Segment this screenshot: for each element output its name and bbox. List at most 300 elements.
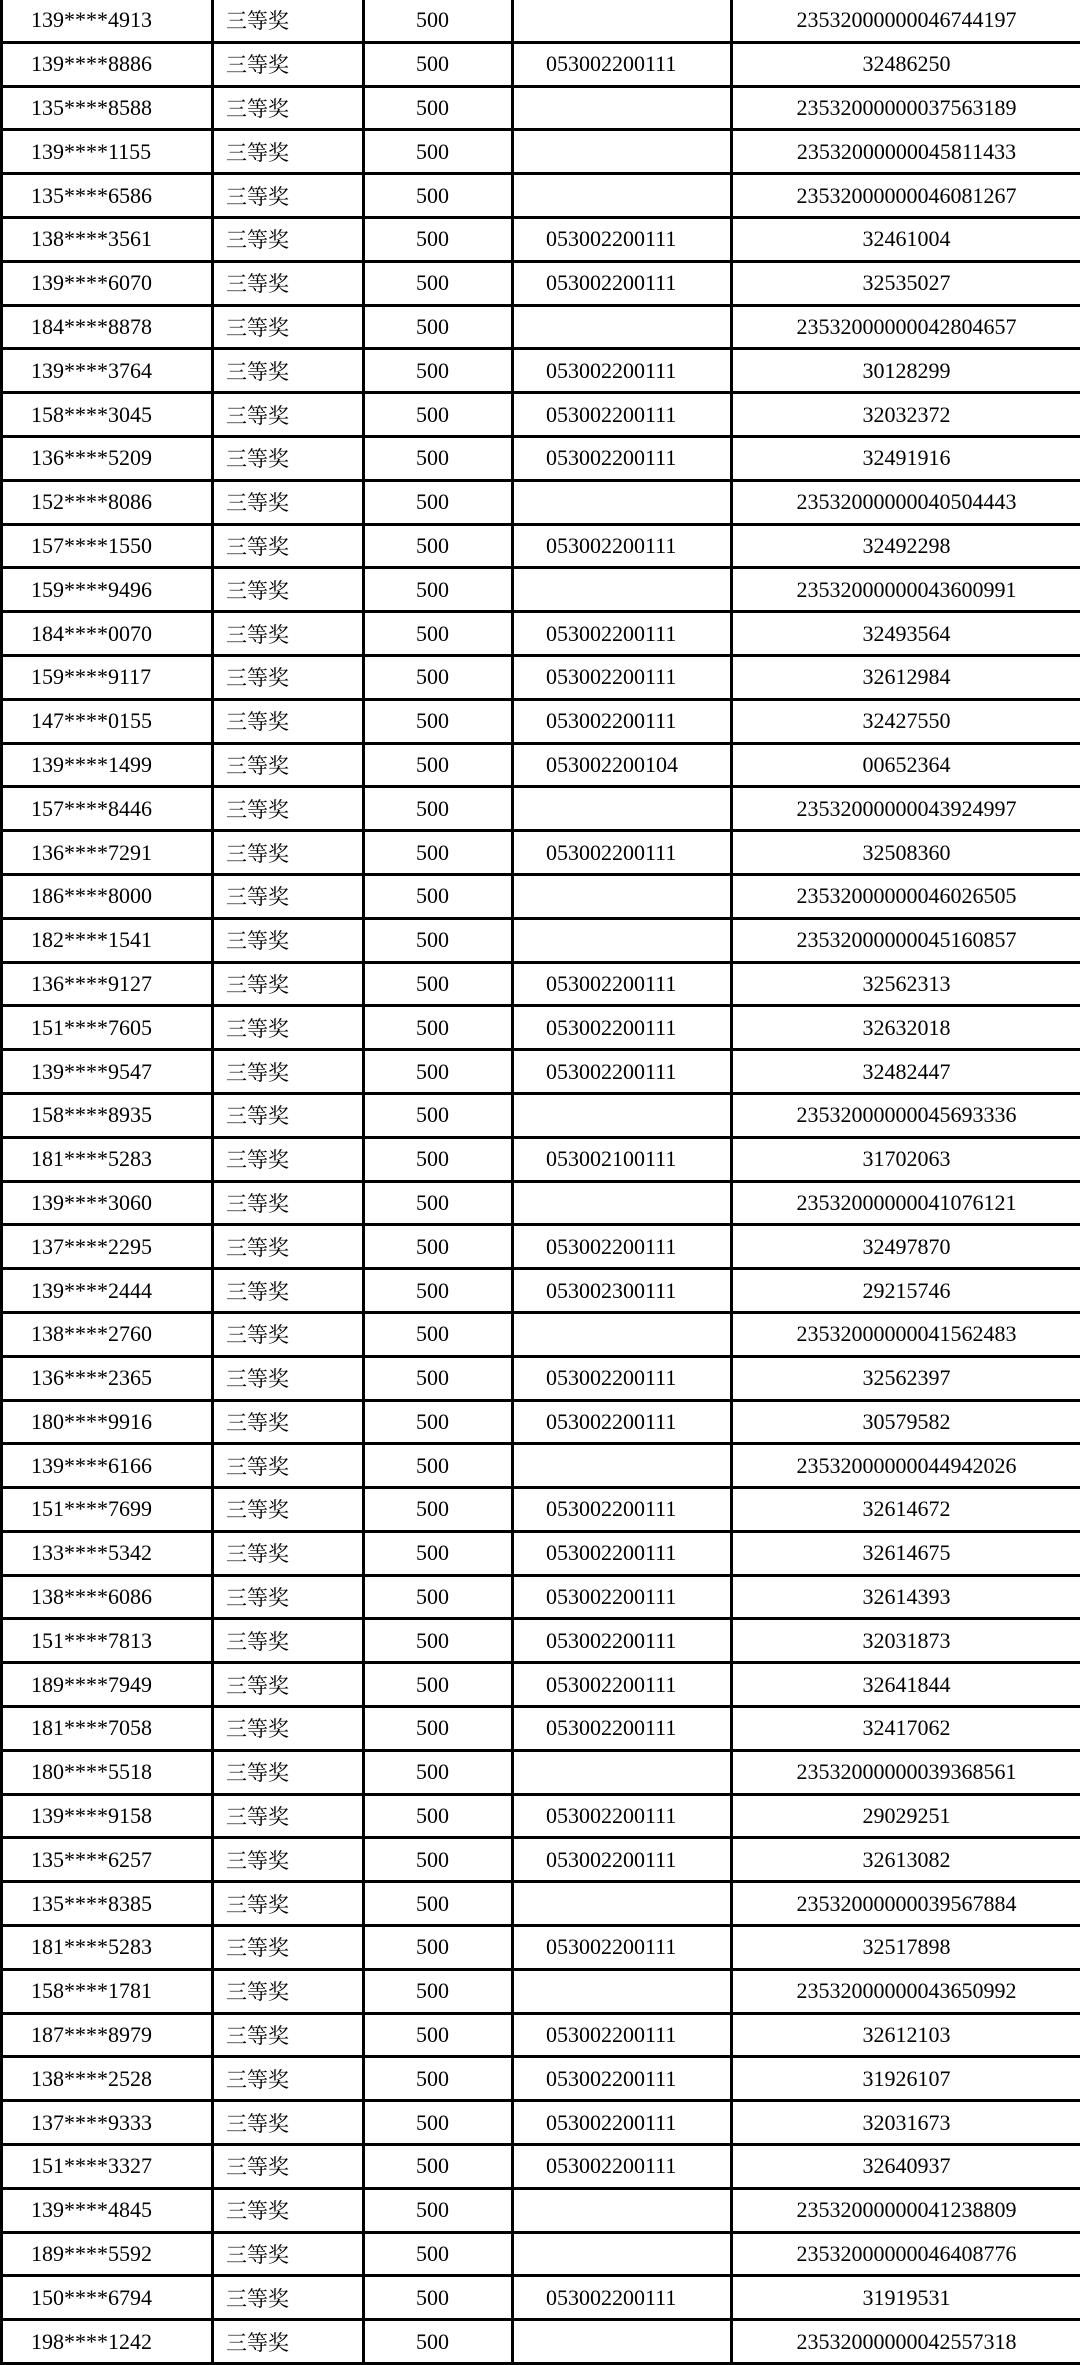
code-cell: 053002200111: [513, 349, 732, 393]
prize-level-cell: 三等奖: [213, 1093, 364, 1137]
amount-cell: 500: [364, 1926, 513, 1970]
prize-level-cell: 三等奖: [213, 1663, 364, 1707]
ticket-number-cell: 32562313: [732, 962, 1080, 1006]
code-cell: 053002200111: [513, 2276, 732, 2320]
prize-level-cell: 三等奖: [213, 1882, 364, 1926]
winners-table-body: [2, 0, 1080, 2364]
prize-level-cell: 三等奖: [213, 612, 364, 656]
code-cell: 053002200111: [513, 1707, 732, 1751]
prize-level-cell: 三等奖: [213, 1269, 364, 1313]
amount-cell: 500: [364, 1707, 513, 1751]
code-cell: 053002200111: [513, 612, 732, 656]
table-row: [2, 1707, 1080, 1751]
prize-level-cell: 三等奖: [213, 1400, 364, 1444]
table-row: [2, 874, 1080, 918]
phone-cell: 136****7291: [2, 831, 213, 875]
amount-cell: 500: [364, 1006, 513, 1050]
phone-cell: 151****7813: [2, 1619, 213, 1663]
prize-level-cell: 三等奖: [213, 1312, 364, 1356]
phone-cell: 181****5283: [2, 1137, 213, 1181]
code-cell: 053002200111: [513, 1619, 732, 1663]
ticket-number-cell: 32482447: [732, 1050, 1080, 1094]
ticket-number-cell: 32632018: [732, 1006, 1080, 1050]
phone-cell: 189****7949: [2, 1663, 213, 1707]
amount-cell: 500: [364, 699, 513, 743]
amount-cell: 500: [364, 2276, 513, 2320]
prize-level-cell: 三等奖: [213, 1181, 364, 1225]
code-cell: 053002200111: [513, 2013, 732, 2057]
table-row: [2, 436, 1080, 480]
code-cell: 053002200111: [513, 962, 732, 1006]
phone-cell: 151****3327: [2, 2145, 213, 2189]
table-row: [2, 42, 1080, 86]
prize-level-cell: 三等奖: [213, 217, 364, 261]
amount-cell: 500: [364, 1663, 513, 1707]
ticket-number-cell: 23532000000041076121: [732, 1181, 1080, 1225]
phone-cell: 139****4845: [2, 2188, 213, 2232]
table-row: [2, 1181, 1080, 1225]
prize-level-cell: 三等奖: [213, 1356, 364, 1400]
prize-level-cell: 三等奖: [213, 1050, 364, 1094]
table-row: [2, 1926, 1080, 1970]
ticket-number-cell: 32032372: [732, 393, 1080, 437]
ticket-number-cell: 32031673: [732, 2101, 1080, 2145]
amount-cell: 500: [364, 743, 513, 787]
phone-cell: 138****3561: [2, 217, 213, 261]
table-row: [2, 2276, 1080, 2320]
amount-cell: 500: [364, 393, 513, 437]
amount-cell: 500: [364, 217, 513, 261]
prize-level-cell: 三等奖: [213, 1137, 364, 1181]
table-row: [2, 524, 1080, 568]
ticket-number-cell: 23532000000039567884: [732, 1882, 1080, 1926]
ticket-number-cell: 32612103: [732, 2013, 1080, 2057]
table-row: [2, 2320, 1080, 2364]
amount-cell: 500: [364, 0, 513, 42]
amount-cell: 500: [364, 1882, 513, 1926]
code-cell: [513, 1444, 732, 1488]
table-row: [2, 699, 1080, 743]
table-row: [2, 1312, 1080, 1356]
table-row: [2, 1882, 1080, 1926]
prize-level-cell: 三等奖: [213, 261, 364, 305]
prize-level-cell: 三等奖: [213, 349, 364, 393]
table-row: [2, 174, 1080, 218]
prize-level-cell: 三等奖: [213, 0, 364, 42]
code-cell: [513, 1312, 732, 1356]
code-cell: 053002200111: [513, 1356, 732, 1400]
ticket-number-cell: 23532000000043600991: [732, 568, 1080, 612]
ticket-number-cell: 31919531: [732, 2276, 1080, 2320]
phone-cell: 151****7605: [2, 1006, 213, 1050]
table-row: [2, 2232, 1080, 2276]
code-cell: 053002200111: [513, 393, 732, 437]
amount-cell: 500: [364, 2145, 513, 2189]
table-row: [2, 1050, 1080, 1094]
code-cell: 053002200111: [513, 1400, 732, 1444]
prize-level-cell: 三等奖: [213, 1225, 364, 1269]
code-cell: [513, 0, 732, 42]
phone-cell: 184****0070: [2, 612, 213, 656]
phone-cell: 184****8878: [2, 305, 213, 349]
phone-cell: 135****6257: [2, 1838, 213, 1882]
prize-level-cell: 三等奖: [213, 1006, 364, 1050]
prize-level-cell: 三等奖: [213, 874, 364, 918]
phone-cell: 180****9916: [2, 1400, 213, 1444]
phone-cell: 139****6070: [2, 261, 213, 305]
ticket-number-cell: 32486250: [732, 42, 1080, 86]
amount-cell: 500: [364, 174, 513, 218]
amount-cell: 500: [364, 2101, 513, 2145]
amount-cell: 500: [364, 1181, 513, 1225]
code-cell: 053002200111: [513, 42, 732, 86]
phone-cell: 159****9496: [2, 568, 213, 612]
prize-level-cell: 三等奖: [213, 524, 364, 568]
phone-cell: 139****4913: [2, 0, 213, 42]
ticket-number-cell: 29215746: [732, 1269, 1080, 1313]
amount-cell: 500: [364, 349, 513, 393]
code-cell: 053002200111: [513, 1575, 732, 1619]
table-row: [2, 1794, 1080, 1838]
table-row: [2, 261, 1080, 305]
table-row: [2, 349, 1080, 393]
code-cell: 053002200111: [513, 1531, 732, 1575]
ticket-number-cell: 23532000000046081267: [732, 174, 1080, 218]
prize-level-cell: 三等奖: [213, 130, 364, 174]
table-row: [2, 1575, 1080, 1619]
prize-level-cell: 三等奖: [213, 305, 364, 349]
amount-cell: 500: [364, 1619, 513, 1663]
amount-cell: 500: [364, 918, 513, 962]
amount-cell: 500: [364, 2057, 513, 2101]
phone-cell: 139****9547: [2, 1050, 213, 1094]
amount-cell: 500: [364, 2188, 513, 2232]
prize-level-cell: 三等奖: [213, 655, 364, 699]
ticket-number-cell: 23532000000046408776: [732, 2232, 1080, 2276]
ticket-number-cell: 23532000000040504443: [732, 480, 1080, 524]
ticket-number-cell: 32497870: [732, 1225, 1080, 1269]
phone-cell: 137****2295: [2, 1225, 213, 1269]
prize-level-cell: 三等奖: [213, 2101, 364, 2145]
ticket-number-cell: 29029251: [732, 1794, 1080, 1838]
table-row: [2, 743, 1080, 787]
amount-cell: 500: [364, 1750, 513, 1794]
amount-cell: 500: [364, 1531, 513, 1575]
ticket-number-cell: 32640937: [732, 2145, 1080, 2189]
phone-cell: 150****6794: [2, 2276, 213, 2320]
table-row: [2, 217, 1080, 261]
table-row: [2, 1269, 1080, 1313]
ticket-number-cell: 23532000000039368561: [732, 1750, 1080, 1794]
ticket-number-cell: 23532000000046744197: [732, 0, 1080, 42]
prize-level-cell: 三等奖: [213, 1488, 364, 1532]
amount-cell: 500: [364, 1575, 513, 1619]
ticket-number-cell: 32031873: [732, 1619, 1080, 1663]
code-cell: [513, 2188, 732, 2232]
table-row: [2, 1619, 1080, 1663]
prize-level-cell: 三等奖: [213, 1444, 364, 1488]
amount-cell: 500: [364, 1269, 513, 1313]
ticket-number-cell: 23532000000043650992: [732, 1969, 1080, 2013]
code-cell: [513, 1882, 732, 1926]
phone-cell: 136****2365: [2, 1356, 213, 1400]
phone-cell: 157****8446: [2, 787, 213, 831]
table-row: [2, 568, 1080, 612]
table-row: [2, 2188, 1080, 2232]
code-cell: 053002200111: [513, 1663, 732, 1707]
amount-cell: 500: [364, 655, 513, 699]
code-cell: 053002200111: [513, 1926, 732, 1970]
ticket-number-cell: 32613082: [732, 1838, 1080, 1882]
ticket-number-cell: 23532000000041238809: [732, 2188, 1080, 2232]
ticket-number-cell: 23532000000042804657: [732, 305, 1080, 349]
prize-level-cell: 三等奖: [213, 393, 364, 437]
ticket-number-cell: 23532000000045160857: [732, 918, 1080, 962]
phone-cell: 135****8588: [2, 86, 213, 130]
prize-level-cell: 三等奖: [213, 787, 364, 831]
phone-cell: 198****1242: [2, 2320, 213, 2364]
table-row: [2, 1225, 1080, 1269]
ticket-number-cell: 30128299: [732, 349, 1080, 393]
prize-level-cell: 三等奖: [213, 480, 364, 524]
code-cell: [513, 130, 732, 174]
amount-cell: 500: [364, 568, 513, 612]
ticket-number-cell: 32562397: [732, 1356, 1080, 1400]
prize-level-cell: 三等奖: [213, 568, 364, 612]
phone-cell: 138****2760: [2, 1312, 213, 1356]
ticket-number-cell: 32461004: [732, 217, 1080, 261]
ticket-number-cell: 23532000000042557318: [732, 2320, 1080, 2364]
code-cell: 053002100111: [513, 1137, 732, 1181]
table-row: [2, 1444, 1080, 1488]
table-row: [2, 305, 1080, 349]
amount-cell: 500: [364, 1137, 513, 1181]
prize-level-cell: 三等奖: [213, 86, 364, 130]
phone-cell: 139****2444: [2, 1269, 213, 1313]
table-row: [2, 393, 1080, 437]
amount-cell: 500: [364, 1312, 513, 1356]
table-row: [2, 612, 1080, 656]
code-cell: 053002200111: [513, 2057, 732, 2101]
amount-cell: 500: [364, 1488, 513, 1532]
phone-cell: 139****1499: [2, 743, 213, 787]
prize-level-cell: 三等奖: [213, 1750, 364, 1794]
ticket-number-cell: 32427550: [732, 699, 1080, 743]
phone-cell: 151****7699: [2, 1488, 213, 1532]
prize-level-cell: 三等奖: [213, 2188, 364, 2232]
prize-level-cell: 三等奖: [213, 2276, 364, 2320]
amount-cell: 500: [364, 305, 513, 349]
amount-cell: 500: [364, 524, 513, 568]
phone-cell: 138****2528: [2, 2057, 213, 2101]
ticket-number-cell: 30579582: [732, 1400, 1080, 1444]
table-row: [2, 1137, 1080, 1181]
ticket-number-cell: 23532000000045811433: [732, 130, 1080, 174]
amount-cell: 500: [364, 874, 513, 918]
ticket-number-cell: 32417062: [732, 1707, 1080, 1751]
table-row: [2, 1400, 1080, 1444]
amount-cell: 500: [364, 1356, 513, 1400]
code-cell: [513, 787, 732, 831]
code-cell: 053002200111: [513, 524, 732, 568]
table-row: [2, 2013, 1080, 2057]
code-cell: [513, 174, 732, 218]
code-cell: [513, 2320, 732, 2364]
table-row: [2, 831, 1080, 875]
code-cell: 053002200111: [513, 699, 732, 743]
ticket-number-cell: 32614393: [732, 1575, 1080, 1619]
ticket-number-cell: 32491916: [732, 436, 1080, 480]
prize-level-cell: 三等奖: [213, 2145, 364, 2189]
table-row: [2, 962, 1080, 1006]
ticket-number-cell: 32641844: [732, 1663, 1080, 1707]
ticket-number-cell: 32535027: [732, 261, 1080, 305]
table-row: [2, 918, 1080, 962]
table-row: [2, 655, 1080, 699]
phone-cell: 139****1155: [2, 130, 213, 174]
phone-cell: 186****8000: [2, 874, 213, 918]
code-cell: [513, 1750, 732, 1794]
prize-level-cell: 三等奖: [213, 743, 364, 787]
amount-cell: 500: [364, 1050, 513, 1094]
phone-cell: 135****6586: [2, 174, 213, 218]
ticket-number-cell: 32612984: [732, 655, 1080, 699]
prize-level-cell: 三等奖: [213, 2013, 364, 2057]
amount-cell: 500: [364, 831, 513, 875]
ticket-number-cell: 32493564: [732, 612, 1080, 656]
ticket-number-cell: 32614672: [732, 1488, 1080, 1532]
code-cell: 053002200111: [513, 831, 732, 875]
phone-cell: 137****9333: [2, 2101, 213, 2145]
prize-level-cell: 三等奖: [213, 1794, 364, 1838]
code-cell: 053002200111: [513, 1794, 732, 1838]
amount-cell: 500: [364, 1400, 513, 1444]
prize-level-cell: 三等奖: [213, 1707, 364, 1751]
ticket-number-cell: 32614675: [732, 1531, 1080, 1575]
phone-cell: 157****1550: [2, 524, 213, 568]
phone-cell: 181****7058: [2, 1707, 213, 1751]
code-cell: [513, 86, 732, 130]
phone-cell: 159****9117: [2, 655, 213, 699]
table-row: [2, 86, 1080, 130]
table-row: [2, 130, 1080, 174]
amount-cell: 500: [364, 42, 513, 86]
table-row: [2, 1531, 1080, 1575]
phone-cell: 158****1781: [2, 1969, 213, 2013]
phone-cell: 147****0155: [2, 699, 213, 743]
amount-cell: 500: [364, 2320, 513, 2364]
table-row: [2, 480, 1080, 524]
table-row: [2, 1663, 1080, 1707]
phone-cell: 135****8385: [2, 1882, 213, 1926]
amount-cell: 500: [364, 1969, 513, 2013]
table-row: [2, 1969, 1080, 2013]
phone-cell: 187****8979: [2, 2013, 213, 2057]
ticket-number-cell: 32517898: [732, 1926, 1080, 1970]
code-cell: [513, 568, 732, 612]
phone-cell: 182****1541: [2, 918, 213, 962]
ticket-number-cell: 23532000000037563189: [732, 86, 1080, 130]
code-cell: 053002200111: [513, 1050, 732, 1094]
code-cell: [513, 918, 732, 962]
table-row: [2, 1750, 1080, 1794]
phone-cell: 139****6166: [2, 1444, 213, 1488]
ticket-number-cell: 23532000000043924997: [732, 787, 1080, 831]
code-cell: 053002200111: [513, 436, 732, 480]
code-cell: [513, 305, 732, 349]
code-cell: [513, 2232, 732, 2276]
prize-level-cell: 三等奖: [213, 1969, 364, 2013]
amount-cell: 500: [364, 2013, 513, 2057]
table-row: [2, 2101, 1080, 2145]
prize-level-cell: 三等奖: [213, 831, 364, 875]
ticket-number-cell: 32492298: [732, 524, 1080, 568]
phone-cell: 136****5209: [2, 436, 213, 480]
prize-level-cell: 三等奖: [213, 1926, 364, 1970]
code-cell: 053002200111: [513, 2101, 732, 2145]
code-cell: 053002200111: [513, 261, 732, 305]
prize-level-cell: 三等奖: [213, 699, 364, 743]
ticket-number-cell: 23532000000041562483: [732, 1312, 1080, 1356]
amount-cell: 500: [364, 1794, 513, 1838]
code-cell: [513, 1969, 732, 2013]
phone-cell: 158****3045: [2, 393, 213, 437]
code-cell: [513, 1181, 732, 1225]
amount-cell: 500: [364, 1838, 513, 1882]
ticket-number-cell: 31702063: [732, 1137, 1080, 1181]
table-row: [2, 1093, 1080, 1137]
code-cell: 053002200111: [513, 1006, 732, 1050]
code-cell: 053002300111: [513, 1269, 732, 1313]
table-row: [2, 1488, 1080, 1532]
prize-level-cell: 三等奖: [213, 962, 364, 1006]
prize-level-cell: 三等奖: [213, 1575, 364, 1619]
code-cell: [513, 874, 732, 918]
ticket-number-cell: 32508360: [732, 831, 1080, 875]
code-cell: 053002200111: [513, 655, 732, 699]
code-cell: 053002200111: [513, 217, 732, 261]
prize-level-cell: 三等奖: [213, 918, 364, 962]
code-cell: 053002200111: [513, 1488, 732, 1532]
phone-cell: 139****9158: [2, 1794, 213, 1838]
ticket-number-cell: 23532000000044942026: [732, 1444, 1080, 1488]
phone-cell: 139****8886: [2, 42, 213, 86]
prize-level-cell: 三等奖: [213, 436, 364, 480]
ticket-number-cell: 23532000000045693336: [732, 1093, 1080, 1137]
table-row: [2, 0, 1080, 42]
amount-cell: 500: [364, 1093, 513, 1137]
code-cell: [513, 480, 732, 524]
prize-level-cell: 三等奖: [213, 1531, 364, 1575]
prize-level-cell: 三等奖: [213, 1838, 364, 1882]
ticket-number-cell: 23532000000046026505: [732, 874, 1080, 918]
amount-cell: 500: [364, 86, 513, 130]
phone-cell: 136****9127: [2, 962, 213, 1006]
code-cell: [513, 1093, 732, 1137]
amount-cell: 500: [364, 130, 513, 174]
phone-cell: 138****6086: [2, 1575, 213, 1619]
table-row: [2, 1006, 1080, 1050]
amount-cell: 500: [364, 962, 513, 1006]
amount-cell: 500: [364, 1444, 513, 1488]
amount-cell: 500: [364, 436, 513, 480]
ticket-number-cell: 31926107: [732, 2057, 1080, 2101]
phone-cell: 181****5283: [2, 1926, 213, 1970]
prize-level-cell: 三等奖: [213, 1619, 364, 1663]
phone-cell: 152****8086: [2, 480, 213, 524]
phone-cell: 139****3060: [2, 1181, 213, 1225]
phone-cell: 158****8935: [2, 1093, 213, 1137]
